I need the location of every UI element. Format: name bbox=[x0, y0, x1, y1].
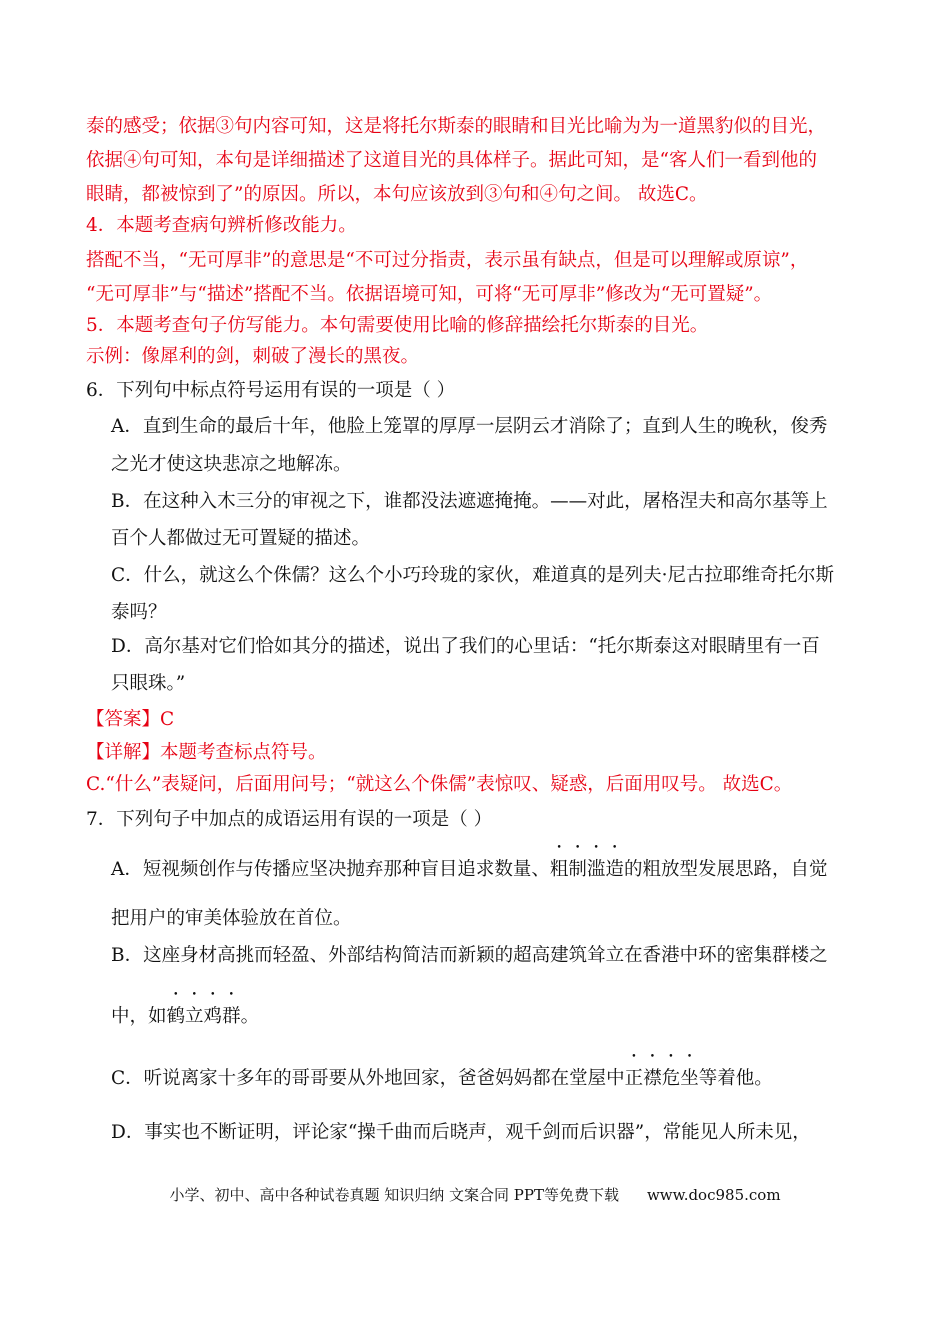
explanation-line: 眼睛，都被惊到了”的原因。所以，本句应该放到③句和④句之间。 故选C。 bbox=[86, 184, 708, 205]
emphasis-dot-char: 造 bbox=[605, 859, 624, 880]
option-b-line bbox=[111, 1004, 259, 1030]
option-c-line: C．什么，就这么个侏儒？这么个小巧玲珑的家伙，难道真的是列夫·尼古拉耶维奇托尔斯 bbox=[111, 565, 835, 586]
explanation-line: 泰的感受；依据③句内容可知，这是将托尔斯泰的眼睛和目光比喻为为一道黑豹似的目光， bbox=[86, 116, 827, 137]
explanation-line: 依据④句可知，本句是详细描述了这道目光的具体样子。据此可知，是“客人们一看到他的 bbox=[86, 150, 817, 171]
option-text: 。 bbox=[240, 1006, 260, 1027]
option-d-line: 只眼珠。” bbox=[111, 673, 186, 694]
option-b-line: B．这座身材高挑而轻盈、外部结构简洁而新颖的超高建筑耸立在香港中环的密集群楼之 bbox=[111, 945, 828, 966]
explanation-line: 4．本题考查病句辨析修改能力。 bbox=[86, 215, 357, 236]
emphasis-dot-char: 鹤 bbox=[166, 1006, 186, 1027]
emphasis-dot-char: 制 bbox=[568, 859, 587, 880]
emphasis-dot-char: 襟 bbox=[643, 1068, 662, 1089]
option-d-line: D．高尔基对它们恰如其分的描述，说出了我们的心里话：“托尔斯泰这对眼睛里有一百 bbox=[111, 636, 820, 657]
option-a-line bbox=[111, 857, 827, 883]
emphasis-dot-char: 群 bbox=[222, 1006, 241, 1027]
emphasis-dot-char: 粗 bbox=[549, 859, 569, 880]
option-b-line: 百个人都做过无可置疑的描述。 bbox=[111, 528, 371, 549]
option-d-line: D．事实也不断证明，评论家“操千曲而后晓声，观千剑而后识器”，常能见人所未见， bbox=[111, 1122, 811, 1143]
emphasis-dot-char: 危 bbox=[661, 1068, 681, 1089]
detail-line: 【详解】本题考查标点符号。 bbox=[86, 742, 327, 763]
dotted-idiom bbox=[625, 1068, 699, 1089]
emphasis-dot-char: 立 bbox=[185, 1006, 204, 1027]
footer-link[interactable]: www.doc985.com bbox=[646, 1186, 781, 1204]
emphasis-dot-char: 正 bbox=[624, 1068, 644, 1089]
question-7-stem: 7．下列句子中加点的成语运用有误的一项是（ ） bbox=[86, 809, 493, 830]
option-b-line: B．在这种入木三分的审视之下，谁都没法遮遮掩掩。——对此，屠格涅夫和高尔基等上 bbox=[111, 491, 828, 512]
option-a-line: 把用户的审美体验放在首位。 bbox=[111, 908, 352, 929]
answer-line: 【答案】C bbox=[86, 709, 175, 730]
dotted-idiom-text bbox=[625, 1068, 699, 1089]
explanation-line: 5．本题考查句子仿写能力。本句需要使用比喻的修辞描绘托尔斯泰的目光。 bbox=[86, 315, 709, 336]
option-text: C．听说离家十多年的哥哥要从外地回家，爸爸妈妈都在堂屋中 bbox=[111, 1068, 625, 1089]
option-c-line: 泰吗？ bbox=[111, 602, 167, 623]
option-a-line: 之光才使这块悲凉之地解冻。 bbox=[111, 454, 352, 475]
footer-text: 小学、初中、高中各种试卷真题 知识归纳 文案合同 PPT等免费下载 bbox=[169, 1186, 619, 1204]
option-text: 的粗放型发展思路，自觉 bbox=[623, 859, 828, 880]
option-text: A．短视频创作与传播应坚决抛弃那种盲目追求数量、 bbox=[111, 859, 550, 880]
explanation-line: C.“什么”表疑问，后面用问号；“就这么个侏儒”表惊叹、疑惑，后面用叹号。 故选C。 bbox=[86, 774, 793, 795]
option-c-line bbox=[111, 1066, 773, 1092]
dotted-idiom-text bbox=[550, 859, 624, 880]
explanation-line: 搭配不当，“无可厚非”的意思是“不可过分指责，表示虽有缺点，但是可以理解或原谅”， bbox=[86, 250, 809, 271]
emphasis-dot-char: 滥 bbox=[586, 859, 606, 880]
option-a-line: A．直到生命的最后十年，他脸上笼罩的厚厚一层阴云才消除了；直到人生的晚秋，俊秀 bbox=[111, 416, 828, 437]
dotted-idiom bbox=[550, 859, 624, 880]
explanation-line: “无可厚非”与“描述”搭配不当。依据语境可知，可将“无可厚非”修改为“无可置疑”。 bbox=[86, 284, 773, 305]
question-6-stem: 6．下列句中标点符号运用有误的一项是（ ） bbox=[86, 380, 456, 401]
dotted-idiom-text bbox=[167, 1006, 241, 1027]
option-text: 中，如 bbox=[111, 1006, 167, 1027]
emphasis-dot-char: 坐 bbox=[680, 1068, 699, 1089]
page-footer bbox=[0, 1184, 950, 1205]
explanation-line: 示例：像犀利的剑，刺破了漫长的黑夜。 bbox=[86, 346, 420, 367]
emphasis-dot-char: 鸡 bbox=[203, 1006, 223, 1027]
option-text: 等着他。 bbox=[698, 1068, 773, 1089]
dotted-idiom bbox=[167, 1006, 241, 1027]
